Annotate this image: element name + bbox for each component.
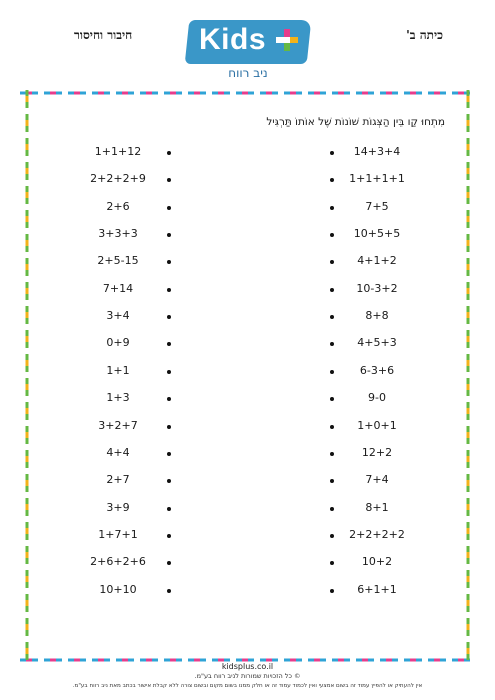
left-exercise: 1+1+12 xyxy=(94,145,142,158)
left-exercise: 2+5-15 xyxy=(97,254,139,268)
logo-subtitle: ניב רווח xyxy=(228,66,268,80)
left-exercise: 2+7 xyxy=(106,473,130,487)
right-exercise: 10+5+5 xyxy=(353,227,401,241)
left-exercise: 1+3 xyxy=(106,391,130,405)
right-exercise: 6-3+6 xyxy=(359,363,395,377)
left-match-dot[interactable] xyxy=(167,206,171,210)
right-exercise: 2+2+2+2 xyxy=(349,527,405,541)
left-exercise: 10+10 xyxy=(99,582,137,596)
left-match-dot[interactable] xyxy=(167,589,171,593)
left-exercise: 7+14 xyxy=(102,281,134,295)
left-match-dot[interactable] xyxy=(167,288,171,292)
right-exercise: 1+1+1+1 xyxy=(349,172,405,186)
right-exercise: 6+1+1 xyxy=(357,582,397,596)
right-exercise: 7+5 xyxy=(365,199,389,213)
left-match-dot[interactable] xyxy=(167,452,171,456)
right-exercise: 10-3+2 xyxy=(356,281,398,295)
right-exercise: 8+8 xyxy=(365,309,389,323)
left-exercise: 0+9 xyxy=(106,336,130,350)
left-exercise: 4+4 xyxy=(106,445,130,459)
right-match-dot[interactable] xyxy=(330,288,334,292)
left-exercise: 3+4 xyxy=(106,309,130,323)
footer-website: kidsplus.co.il xyxy=(221,662,274,671)
kids-logo xyxy=(187,20,309,80)
right-exercise: 14+3+4 xyxy=(353,145,401,158)
right-match-dot[interactable] xyxy=(330,507,334,511)
footer-legal: אין להעתיק או להפיץ עמוד זה בשום אמצעי ואין לכמוד עמוד זה או חלק ממנו בשום מקום ובשום צורה ללא קבלת אישור בכתב מאת ניב רווח בע"מ. xyxy=(72,683,423,689)
left-exercise: 1+1 xyxy=(106,363,130,377)
right-exercise: 8+1 xyxy=(365,500,389,514)
topic-label: חיבור וחיסור xyxy=(74,28,133,42)
right-exercise: 9-0 xyxy=(368,391,386,405)
right-exercise: 12+2 xyxy=(361,445,393,459)
left-exercise: 1+7+1 xyxy=(98,527,138,541)
right-match-dot[interactable] xyxy=(330,370,334,374)
left-match-dot[interactable] xyxy=(167,151,171,155)
right-match-dot[interactable] xyxy=(330,534,334,538)
left-exercise: 2+2+2+9 xyxy=(90,172,146,186)
right-exercise: 4+5+3 xyxy=(357,336,397,350)
left-match-dot[interactable] xyxy=(167,534,171,538)
left-exercise: 3+2+7 xyxy=(98,418,138,432)
left-match-dot[interactable] xyxy=(167,507,171,511)
left-exercise: 2+6 xyxy=(106,199,130,213)
left-match-dot[interactable] xyxy=(167,370,171,374)
left-exercise: 3+9 xyxy=(106,500,130,514)
right-exercise: 4+1+2 xyxy=(357,254,397,268)
left-exercise: 3+3+3 xyxy=(98,227,138,241)
right-match-dot[interactable] xyxy=(330,206,334,210)
right-match-dot[interactable] xyxy=(330,452,334,456)
logo-wordmark: Kids xyxy=(199,23,267,56)
plus-icon xyxy=(276,29,298,51)
right-exercise: 1+0+1 xyxy=(357,418,397,432)
right-match-dot[interactable] xyxy=(330,425,334,429)
instruction-text: מִתְחוּ קַו בֵּין הַצְּגוֹת שׁוֹנוֹת שֶׁל אוֹתוֹ תַּרְגִּיל xyxy=(266,116,445,128)
left-match-dot[interactable] xyxy=(167,425,171,429)
right-exercise: 10+2 xyxy=(361,555,393,569)
footer-copyright: © כל הזכויות שמורות לניב רווח בע"מ. xyxy=(194,672,301,680)
left-exercise: 2+6+2+6 xyxy=(90,555,146,569)
right-match-dot[interactable] xyxy=(330,151,334,155)
right-exercise: 7+4 xyxy=(365,473,389,487)
grade-label: כיתה ב' xyxy=(406,28,443,42)
right-match-dot[interactable] xyxy=(330,589,334,593)
